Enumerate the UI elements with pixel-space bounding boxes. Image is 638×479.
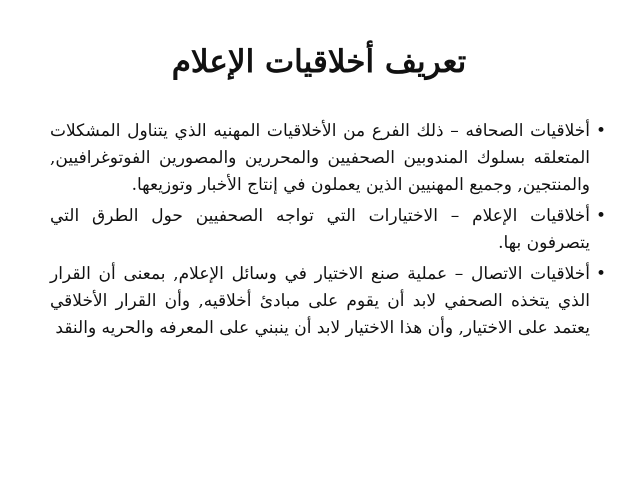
bullet-list xyxy=(50,118,606,346)
bullet-item-journalism-ethics xyxy=(50,118,606,199)
bullet-dot-icon: • xyxy=(595,121,606,141)
slide-title: تعريف أخلاقيات الإعلام xyxy=(171,44,467,80)
bullet-text: أخلاقيات الاتصال – عملية صنع الاختيار في وسائل الإعلام, بمعنى أن القرار الذي يتخذه الصحفي لابد أن يقوم على مبادئ أخلاقيه, وأن القرار الأخلاقي يعتمد على الاختيار, وأن هذا الاختيار لابد أن ينبني على المعرفه والحريه والنقد xyxy=(50,264,590,338)
bullet-dot-icon: • xyxy=(595,264,606,284)
bullet-text: أخلاقيات الإعلام – الاختيارات التي تواجه الصحفيين حول الطرق التي يتصرفون بها. xyxy=(50,206,590,253)
bullet-dot-icon: • xyxy=(595,206,606,226)
bullet-item-communication-ethics xyxy=(50,261,606,342)
bullet-text: أخلاقيات الصحافه – ذلك الفرع من الأخلاقيات المهنيه الذي يتناول المشكلات المتعلقه بسلوك المندوبين الصحفيين والمحررين والمصورين الفوتوغرافيين, والمنتجين, وجميع المهنيين الذين يعملون في إنتاج الأخبار وتوزيعها. xyxy=(50,121,590,195)
bullet-item-media-ethics xyxy=(50,203,606,257)
